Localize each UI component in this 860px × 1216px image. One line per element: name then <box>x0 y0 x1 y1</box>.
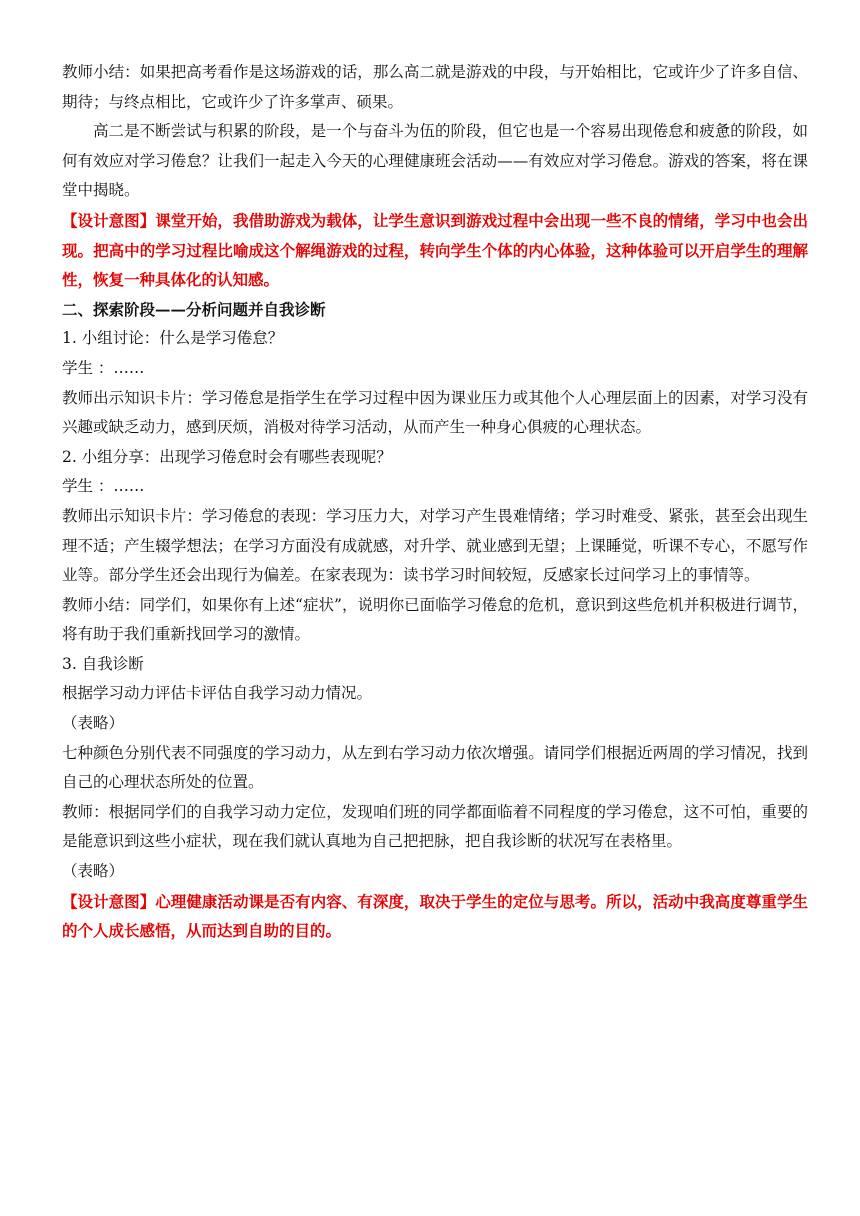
self-diagnosis-instruction: 根据学习动力评估卡评估自我学习动力情况。 <box>62 684 373 703</box>
table-omitted-note-1: （表略） <box>62 714 125 733</box>
intro-paragraph: 高二是不断尝试与积累的阶段，是一个与奋斗为伍的阶段，但它也是一个容易出现倦怠和疲惫的阶段，如何有效应对学习倦怠？让我们一起走入今天的心理健康班会活动——有效应对学习倦怠。游戏的答案，将在课堂中揭晓。 <box>62 122 808 200</box>
table-omitted-note-2: （表略） <box>62 862 125 881</box>
design-intent-paragraph-2: 【设计意图】心理健康活动课是否有内容、有深度，取决于学生的定位与思考。所以，活动中我高度尊重学生的个人成长感悟，从而达到自助的目的。 <box>62 891 808 941</box>
discussion-question-1: 1. 小组讨论：什么是学习倦怠？ <box>62 329 284 348</box>
student-response-1: 学生 ：…… <box>62 358 145 377</box>
teacher-summary-paragraph: 教师小结：如果把高考看作是这场游戏的话，那么高二就是游戏的中段，与开始相比，它或许少了许多自信、期待；与终点相比，它或许少了许多掌声、硕果。 <box>62 63 808 111</box>
design-intent-paragraph: 【设计意图】课堂开始，我借助游戏为载体，让学生意识到游戏过程中会出现一些不良的情绪，学习中也会出现。把高中的学习过程比喻成这个解绳游戏的过程，转向学生个体的内心体验，这种体验可以开启学生的理解性，恢复一种具体化的认知感。 <box>62 210 808 290</box>
section-heading: 二、探索阶段——分析问题并自我诊断 <box>62 299 326 319</box>
self-diagnosis-heading: 3. 自我诊断 <box>62 654 144 673</box>
document-page <box>62 58 808 946</box>
knowledge-card-definition: 教师出示知识卡片：学习倦怠是指学生在学习过程中因为课业压力或其他个人心理层面上的因素，对学习没有兴趣或缺乏动力，感到厌烦，消极对待学习活动，从而产生一种身心俱疲的心理状态。 <box>62 388 808 437</box>
knowledge-card-symptoms: 教师出示知识卡片：学习倦怠的表现：学习压力大，对学习产生畏难情绪；学习时难受、紧张，甚至会出现生理不适；产生辍学想法；在学习方面没有成就感，对升学、就业感到无望；上课睡觉，听课不专心，不愿写作业等。部分学生还会出现行为偏差。在家表现为：读书学习时间较短，反感家长过问学习上的事情等。 <box>62 506 808 585</box>
teacher-summary-2: 教师小结：同学们，如果你有上述“症状”，说明你已面临学习倦怠的危机，意识到这些危机并积极进行调节，将有助于我们重新找回学习的激情。 <box>62 595 808 644</box>
teacher-diagnosis-paragraph: 教师：根据同学们的自我学习动力定位，发现咱们班的同学都面临着不同程度的学习倦怠，这不可怕，重要的是能意识到这些小症状，现在我们就认真地为自己把把脉，把自我诊断的状况写在表格里。 <box>62 802 808 851</box>
student-response-2: 学生 ：…… <box>62 477 145 496</box>
discussion-question-2: 2. 小组分享：出现学习倦怠时会有哪些表现呢？ <box>62 447 392 466</box>
color-scale-explanation: 七种颜色分别代表不同强度的学习动力，从左到右学习动力依次增强。请同学们根据近两周的学习情况，找到自己的心理状态所处的位置。 <box>62 743 808 792</box>
